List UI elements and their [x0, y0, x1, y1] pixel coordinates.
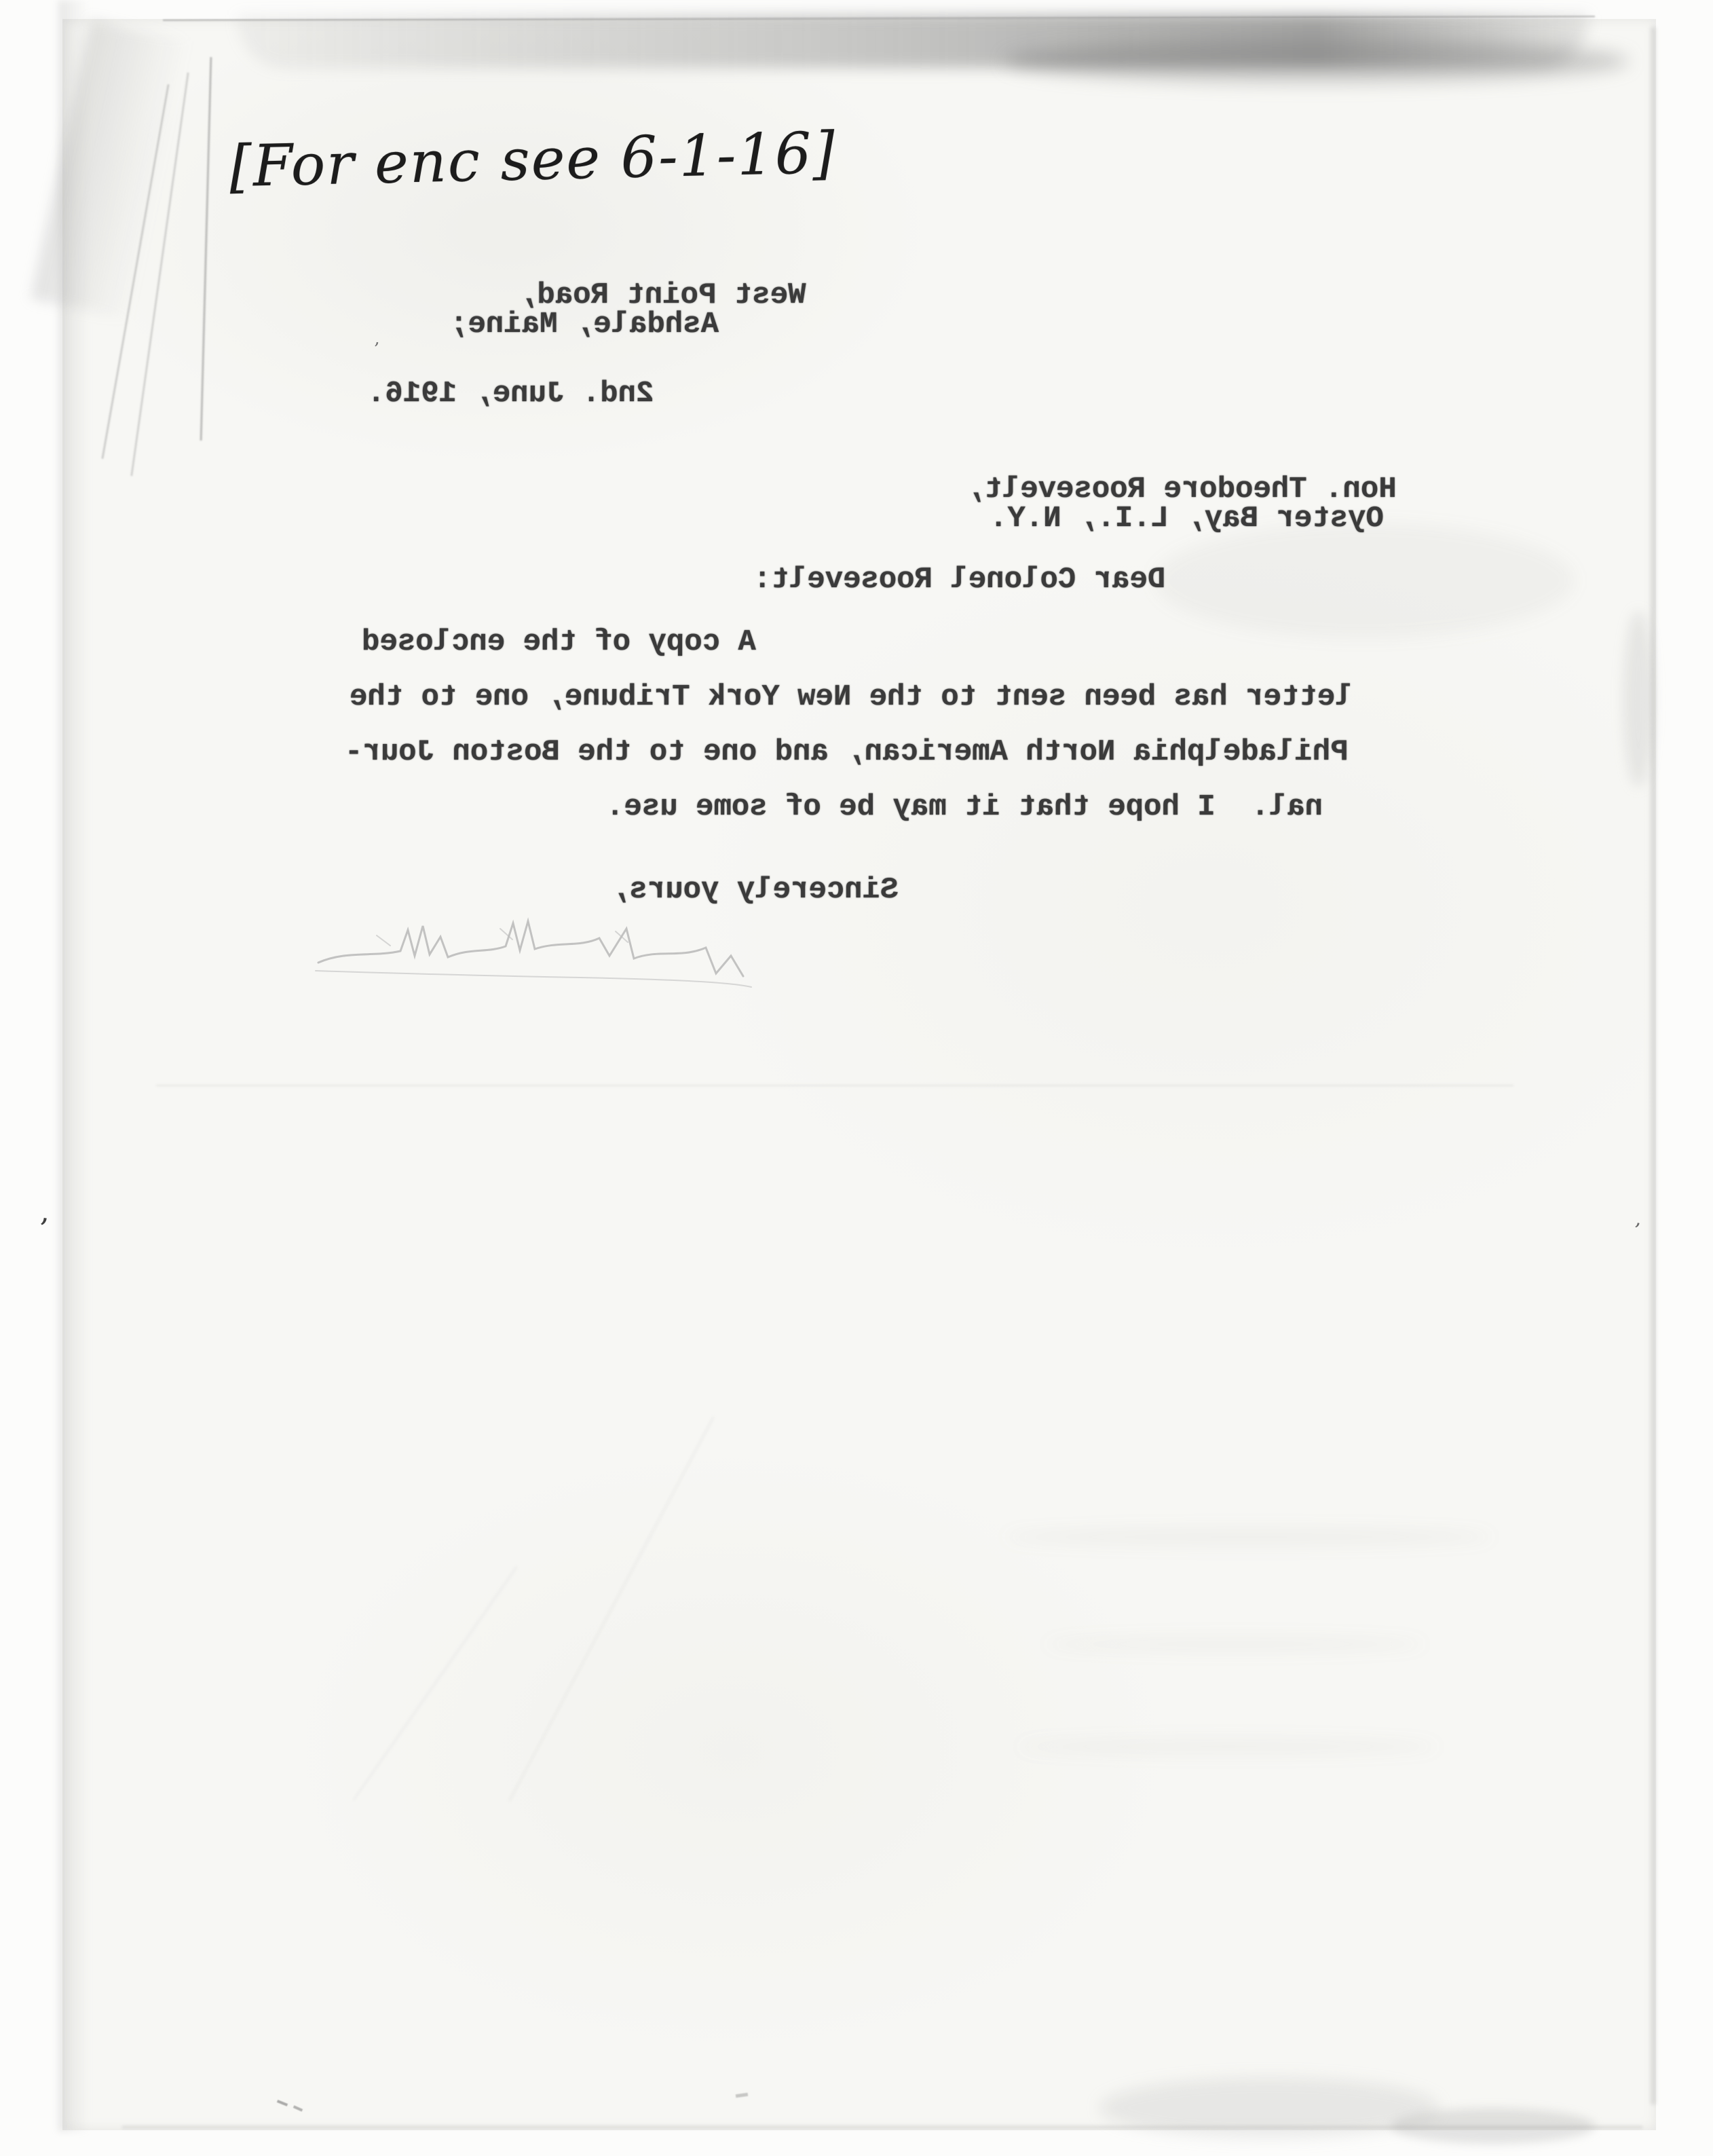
recipient-line-1: Hon. Theodore Roosevelt,: [966, 472, 1397, 506]
sender-address-line-1: West Point Road,: [519, 278, 806, 312]
letter-date: 2nd. June, 1916.: [367, 377, 654, 411]
body-line-1: A copy of the enclosed: [362, 625, 756, 659]
closing: Sincerely yours,: [611, 873, 899, 907]
stray-ink-mark: ’: [372, 339, 380, 360]
recipient-line-2: Oyster Bay, L.I., N.Y.: [990, 502, 1384, 536]
letter-page: [62, 19, 1656, 2130]
sender-address-line-2: Ashdale, Maine;: [450, 308, 719, 341]
signature-scrawl: [309, 908, 757, 1003]
body-line-4: nal. I hope that it may be of some use.: [606, 790, 1323, 824]
body-line-3: Philadelphia North American, and one to the Boston Jour-: [345, 735, 1349, 769]
margin-ink-mark: ’: [35, 1212, 50, 1248]
handwritten-annotation: [For enc see 6-1-16]: [229, 119, 837, 200]
salutation: Dear Colonel Roosevelt:: [753, 563, 1166, 597]
body-line-2: letter has been sent to the New York Tribune, one to the: [350, 680, 1353, 714]
margin-ink-mark: ’: [1630, 1219, 1642, 1244]
